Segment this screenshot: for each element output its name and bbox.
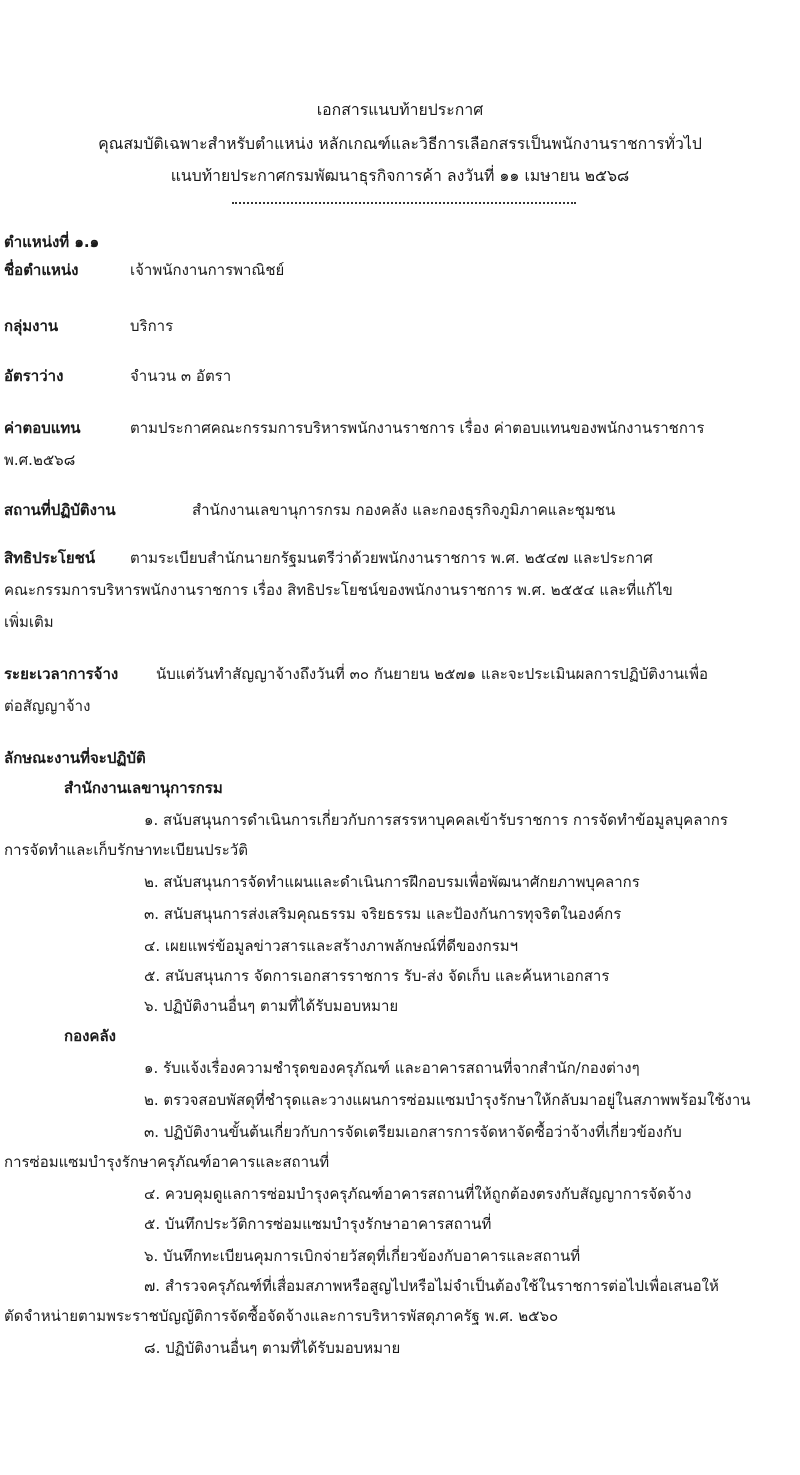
- benefits-value-cont-2: เพิ่มเติม: [4, 613, 54, 631]
- position-name-label: ชื่อตำแหน่ง: [4, 261, 79, 279]
- doc-title: เอกสารแนบท้ายประกาศ: [316, 100, 484, 119]
- benefits-label: สิทธิประโยชน์: [4, 549, 96, 567]
- vacancy-label: อัตราว่าง: [4, 367, 64, 385]
- secretariat-duty-1-cont: การจัดทำและเก็บรักษาทะเบียนประวัติ: [4, 841, 248, 859]
- finance-duty-3: ๓. ปฏิบัติงานขั้นต้นเกี่ยวกับการจัดเตรียมเอกสารการจัดหาจัดซื้อว่าจ้างที่เกี่ยวข้องกับ: [144, 1123, 682, 1141]
- secretariat-duty-3: ๓. สนับสนุนการส่งเสริมคุณธรรม จริยธรรม และป้องกันการทุจริตในองค์กร: [144, 905, 622, 923]
- finance-duty-5: ๕. บันทึกประวัติการซ่อมแซมบำรุงรักษาอาคารสถานที่: [144, 1215, 492, 1233]
- finance-duty-1: ๑. รับแจ้งเรื่องความชำรุดของครุภัณฑ์ และอาคารสถานที่จากสำนัก/กองต่างๆ: [144, 1059, 640, 1077]
- finance-duty-7: ๗. สำรวจครุภัณฑ์ที่เสื่อมสภาพหรือสูญไปหรือไม่จำเป็นต้องใช้ในราชการต่อไปเพื่อเสนอให้: [144, 1277, 719, 1295]
- compensation-value-cont: พ.ศ.๒๕๖๘: [4, 451, 76, 469]
- employment-term-value-cont: ต่อสัญญาจ้าง: [4, 697, 91, 715]
- finance-duty-4: ๔. ควบคุมดูแลการซ่อมบำรุงครุภัณฑ์อาคารสถานที่ให้ถูกต้องตรงกับสัญญาการจัดจ้าง: [144, 1185, 692, 1203]
- duties-title: ลักษณะงานที่จะปฏิบัติ: [4, 749, 146, 767]
- workplace-value: สำนักงานเลขานุการกรม กองคลัง และกองธุรกิจภูมิภาคและชุมชน: [192, 501, 616, 519]
- secretariat-title: สำนักงานเลขานุการกรม: [64, 779, 223, 797]
- job-group-value: บริการ: [130, 317, 174, 335]
- compensation-value: ตามประกาศคณะกรรมการบริหารพนักงานราชการ เรื่อง ค่าตอบแทนของพนักงานราชการ: [130, 419, 705, 437]
- finance-title: กองคลัง: [64, 1027, 116, 1045]
- doc-subtitle: คุณสมบัติเฉพาะสำหรับตำแหน่ง หลักเกณฑ์และวิธีการเลือกสรรเป็นพนักงานราชการทั่วไป: [98, 134, 702, 153]
- secretariat-duty-5: ๕. สนับสนุนการ จัดการเอกสารราชการ รับ-ส่ง จัดเก็บ และค้นหาเอกสาร: [144, 967, 610, 985]
- benefits-value: ตามระเบียบสำนักนายกรัฐมนตรีว่าด้วยพนักงานราชการ พ.ศ. ๒๕๔๗ และประกาศ: [130, 549, 653, 567]
- doc-reference: แนบท้ายประกาศกรมพัฒนาธุรกิจการค้า ลงวันที่ ๑๑ เมษายน ๒๕๖๘: [170, 166, 630, 185]
- finance-duty-3-cont: การซ่อมแซมบำรุงรักษาครุภัณฑ์อาคารและสถานที่: [4, 1153, 330, 1171]
- position-number: ตำแหน่งที่ ๑.๑: [4, 233, 100, 251]
- secretariat-duty-4: ๔. เผยแพร่ข้อมูลข่าวสารและสร้างภาพลักษณ์ที่ดีของกรมฯ: [144, 937, 519, 955]
- workplace-label: สถานที่ปฏิบัติงาน: [4, 501, 116, 519]
- divider: [232, 202, 576, 204]
- benefits-value-cont: คณะกรรมการบริหารพนักงานราชการ เรื่อง สิทธิประโยชน์ของพนักงานราชการ พ.ศ. ๒๕๕๔ และที่แก้ไข: [4, 581, 673, 599]
- compensation-label: ค่าตอบแทน: [4, 419, 81, 437]
- position-name-value: เจ้าพนักงานการพาณิชย์: [130, 261, 285, 279]
- finance-duty-6: ๖. บันทึกทะเบียนคุมการเบิกจ่ายวัสดุที่เกี่ยวข้องกับอาคารและสถานที่: [144, 1247, 581, 1265]
- employment-term-label: ระยะเวลาการจ้าง: [4, 665, 119, 683]
- finance-duty-7-cont: ตัดจำหน่ายตามพระราชบัญญัติการจัดซื้อจัดจ้างและการบริหารพัสดุภาครัฐ พ.ศ. ๒๕๖๐: [4, 1307, 559, 1325]
- secretariat-duty-6: ๖. ปฏิบัติงานอื่นๆ ตามที่ได้รับมอบหมาย: [144, 997, 399, 1015]
- finance-duty-2: ๒. ตรวจสอบพัสดุที่ชำรุดและวางแผนการซ่อมแซมบำรุงรักษาให้กลับมาอยู่ในสภาพพร้อมใช้งาน: [144, 1091, 751, 1109]
- employment-term-value: นับแต่วันทำสัญญาจ้างถึงวันที่ ๓๐ กันยายน ๒๕๗๑ และจะประเมินผลการปฏิบัติงานเพื่อ: [156, 665, 709, 683]
- finance-duty-8: ๘. ปฏิบัติงานอื่นๆ ตามที่ได้รับมอบหมาย: [144, 1339, 401, 1357]
- secretariat-duty-1: ๑. สนับสนุนการดำเนินการเกี่ยวกับการสรรหาบุคคลเข้ารับราชการ การจัดทำข้อมูลบุคลากร: [144, 811, 728, 829]
- vacancy-value: จำนวน ๓ อัตรา: [130, 367, 232, 385]
- secretariat-duty-2: ๒. สนับสนุนการจัดทำแผนและดำเนินการฝึกอบรมเพื่อพัฒนาศักยภาพบุคลากร: [144, 873, 640, 891]
- job-group-label: กลุ่มงาน: [4, 317, 59, 335]
